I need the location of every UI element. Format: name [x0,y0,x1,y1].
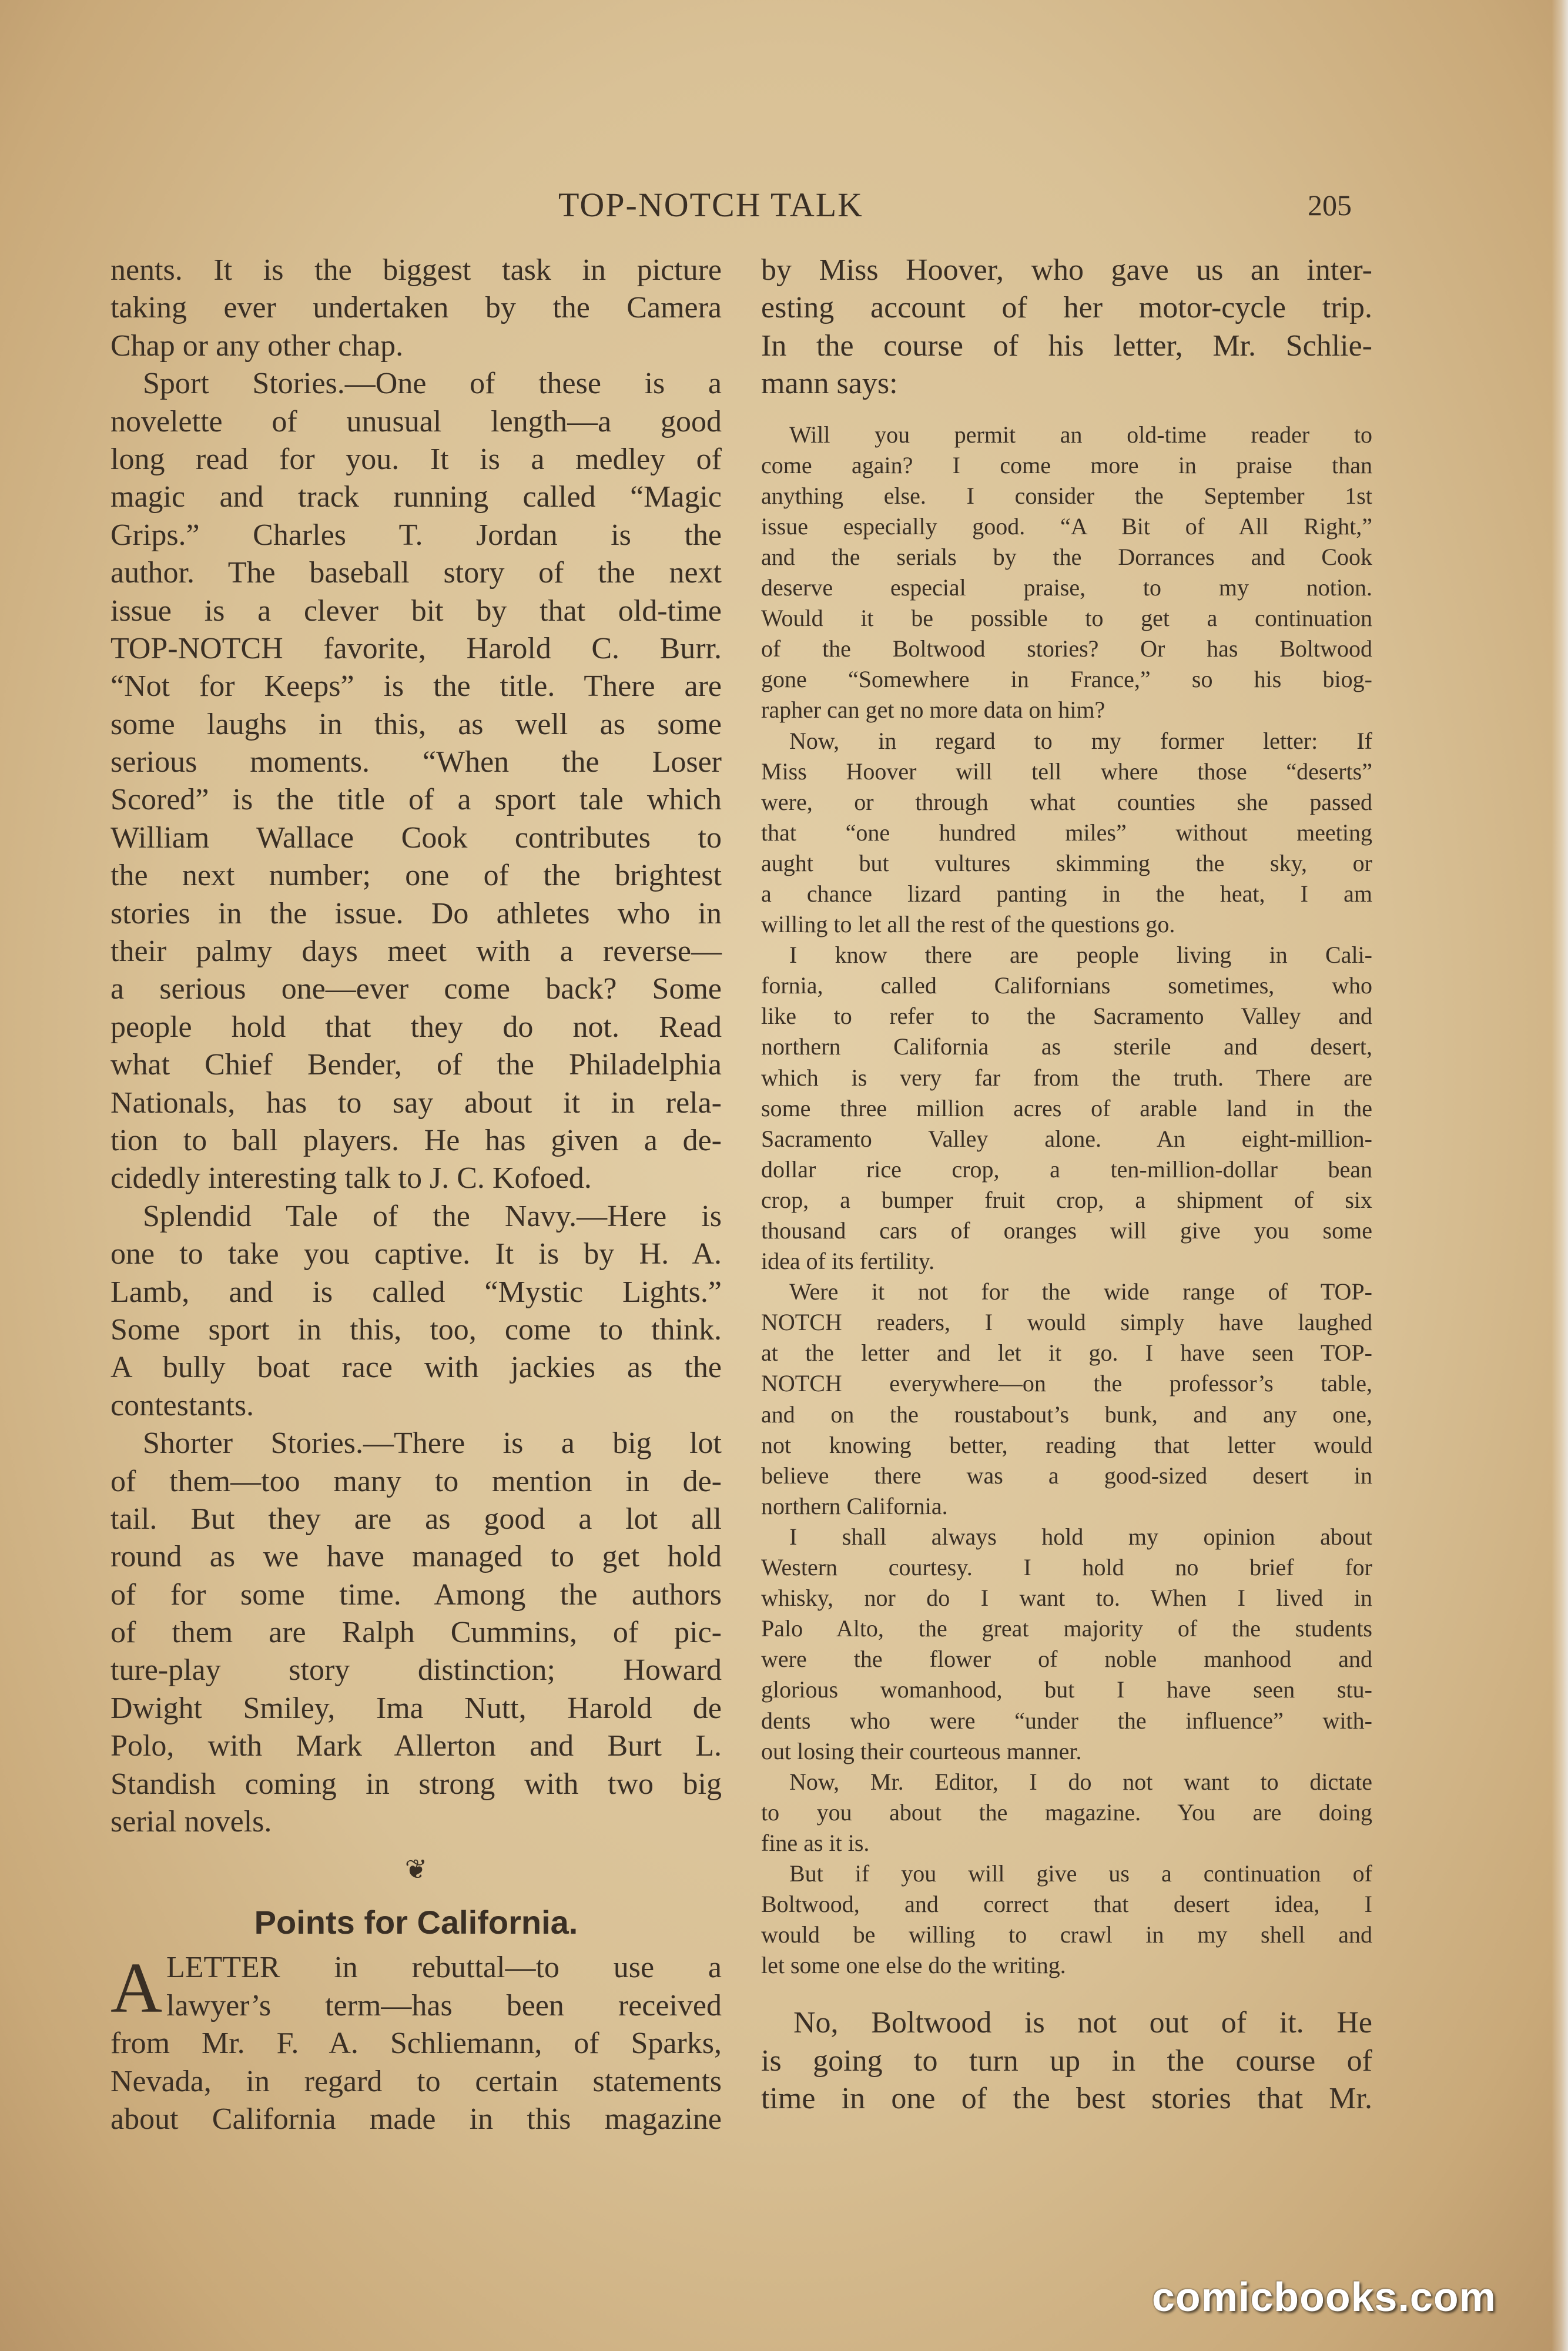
text-line: Sport Stories.—One of these is a [143,367,722,401]
quote-line: come again? I come more in praise than [761,451,1372,478]
quote-line: northern California as sterile and desert, [761,1033,1372,1060]
quote-line: Western courtesy. I hold no brief for [761,1554,1372,1581]
quote-line: which is very far from the truth. There are [761,1064,1372,1091]
text-line: A bully boat race with jackies as the [110,1351,722,1385]
quote-line: Would it be possible to get a continuation [761,605,1372,632]
text-line: Standish coming in strong with two big [110,1767,722,1801]
quote-line: whisky, nor do I want to. When I lived in [761,1585,1372,1612]
text-line: people hold that they do not. Read [110,1010,722,1044]
quote-line: deserve especial praise, to my notion. [761,574,1372,601]
quote-line: like to refer to the Sacramento Valley and [761,1003,1372,1030]
text-line: serious moments. “When the Loser [110,745,722,779]
text-line: LETTER in rebuttal—to use a [166,1951,722,1985]
quote-line: let some one else do the writing. [761,1952,1066,1979]
quote-line: at the letter and let it go. I have seen TOP- [761,1339,1372,1367]
text-line: round as we have managed to get hold [110,1540,722,1574]
text-line: Some sport in this, too, come to think. [110,1312,722,1347]
fleuron-ornament-icon: ❦ [404,1854,428,1885]
quote-line: But if you will give us a continuation of [789,1860,1372,1887]
quote-line: I know there are people living in Cali- [789,942,1372,969]
quote-line: to you about the magazine. You are doing [761,1799,1372,1826]
quote-line: Will you permit an old-time reader to [789,421,1372,448]
left-column [110,252,722,2138]
text-line: a serious one—ever come back? Some [110,972,722,1006]
section-heading: Points for California. [254,1904,578,1941]
text-line: about California made in this magazine [110,2102,722,2136]
quote-line: Now, in regard to my former letter: If [789,727,1372,754]
quote-line: were the flower of noble manhood and [761,1646,1372,1673]
quoted-letter [761,420,1372,1981]
text-line: Scored” is the title of a sport tale which [110,783,722,817]
quote-line: were, or through what counties she passed [761,788,1372,815]
quote-line: I shall always hold my opinion about [789,1523,1372,1550]
quote-line: a chance lizard panting in the heat, I am [761,880,1372,907]
quote-line: willing to let all the rest of the questions go. [761,911,1175,938]
quote-line: Sacramento Valley alone. An eight-million- [761,1125,1372,1152]
text-line: of for some time. Among the authors [110,1578,722,1612]
text-line: Nationals, has to say about it in rela- [110,1086,722,1120]
text-line: one to take you captive. It is by H. A. [110,1237,722,1271]
quote-line: Boltwood, and correct that desert idea, I [761,1891,1372,1918]
text-line: Lamb, and is called “Mystic Lights.” [110,1275,722,1309]
drop-cap: A [110,1948,163,2028]
text-line: mann says: [761,367,898,401]
quote-line: Palo Alto, the great majority of the students [761,1615,1372,1642]
quote-line: that “one hundred miles” without meeting [761,819,1372,846]
quote-line: rapher can get no more data on him? [761,696,1105,724]
watermark-logo: comicbooks.com [1152,2274,1496,2320]
text-line: TOP-NOTCH favorite, Harold C. Burr. [110,631,722,665]
quote-line: Miss Hoover will tell where those “deserts” [761,758,1372,785]
section-paragraph [110,1949,722,2138]
running-head: TOP-NOTCH TALK [558,186,864,224]
right-column [761,252,1372,2118]
quote-line: dollar rice crop, a ten-million-dollar bean [761,1156,1372,1183]
quote-line: Were it not for the wide range of TOP- [789,1278,1372,1305]
text-line: some laughs in this, as well as some [110,707,722,741]
text-line: Nevada, in regard to certain statements [110,2064,722,2098]
text-line: lawyer’s term—has been received [166,1988,722,2022]
quote-line: out losing their courteous manner. [761,1737,1082,1764]
text-line: tail. But they are as good a lot all [110,1502,722,1536]
text-line: Dwight Smiley, Ima Nutt, Harold de [110,1691,722,1725]
quote-line: aught but vultures skimming the sky, or [761,849,1372,876]
text-line: is going to turn up in the course of [761,2044,1372,2078]
quote-line: glorious womanhood, but I have seen stu- [761,1676,1372,1703]
text-line: “Not for Keeps” is the title. There are [110,669,722,704]
quote-line: fornia, called Californians sometimes, who [761,972,1372,999]
quote-line: fine as it is. [761,1829,870,1856]
text-line: by Miss Hoover, who gave us an inter- [761,253,1372,287]
page-number: 205 [1308,189,1352,222]
quote-line: would be willing to crawl in my shell and [761,1921,1372,1948]
quote-line: dents who were “under the influence” with- [761,1707,1372,1734]
text-line: their palmy days meet with a reverse— [110,935,722,969]
text-line: nents. It is the biggest task in picture [110,253,722,287]
quote-line: gone “Somewhere in France,” so his biog- [761,666,1372,693]
text-line: contestants. [110,1388,254,1422]
text-line: of them are Ralph Cummins, of pic- [110,1616,722,1650]
quote-line: northern California. [761,1492,948,1519]
text-line: issue is a clever bit by that old-time [110,594,722,628]
text-line: Splendid Tale of the Navy.—Here is [143,1199,722,1233]
text-line: esting account of her motor-cycle trip. [761,291,1372,325]
text-line: cidedly interesting talk to J. C. Kofoed. [110,1161,592,1195]
text-line: novelette of unusual length—a good [110,404,722,438]
quote-line: thousand cars of oranges will give you some [761,1217,1372,1244]
quote-line: not knowing better, reading that letter would [761,1431,1372,1458]
quote-line: Now, Mr. Editor, I do not want to dictate [789,1768,1372,1795]
spacer [761,1981,1372,2004]
text-line: Shorter Stories.—There is a big lot [143,1426,722,1461]
quote-line: anything else. I consider the September 1st [761,482,1372,509]
page-edge [1552,0,1568,2351]
quote-line: idea of its fertility. [761,1248,935,1275]
text-line: ture-play story distinction; Howard [110,1653,722,1687]
text-line: William Wallace Cook contributes to [110,820,722,855]
quote-line: NOTCH everywhere—on the professor’s table, [761,1370,1372,1397]
text-line: tion to ball players. He has given a de- [110,1123,722,1157]
text-line: Polo, with Mark Allerton and Burt L. [110,1729,722,1763]
text-line: In the course of his letter, Mr. Schlie- [761,329,1372,363]
quote-line: and on the roustabout’s bunk, and any one, [761,1401,1372,1428]
text-line: No, Boltwood is not out of it. He [793,2006,1372,2040]
quote-line: believe there was a good-sized desert in [761,1462,1372,1489]
quote-line: issue especially good. “A Bit of All Right,” [761,513,1372,540]
text-line: long read for you. It is a medley of [110,442,722,476]
text-line: the next number; one of the brightest [110,859,722,893]
text-line: taking ever undertaken by the Camera [110,291,722,325]
quote-line: some three million acres of arable land in the [761,1094,1372,1121]
text-line: Chap or any other chap. [110,329,404,363]
text-line: from Mr. F. A. Schliemann, of Sparks, [110,2027,722,2061]
text-line: what Chief Bender, of the Philadelphia [110,1048,722,1082]
text-line: time in one of the best stories that Mr. [761,2082,1372,2116]
text-line: serial novels. [110,1805,272,1839]
quote-line: crop, a bumper fruit crop, a shipment of six [761,1186,1372,1213]
text-line: author. The baseball story of the next [110,556,722,590]
text-line: Grips.” Charles T. Jordan is the [110,518,722,552]
text-line: stories in the issue. Do athletes who in [110,896,722,930]
text-line: of them—too many to mention in de- [110,1464,722,1498]
quote-line: NOTCH readers, I would simply have laughed [761,1309,1372,1336]
quote-line: of the Boltwood stories? Or has Boltwood [761,635,1372,662]
text-line: magic and track running called “Magic [110,480,722,514]
quote-line: and the serials by the Dorrances and Cook [761,543,1372,570]
